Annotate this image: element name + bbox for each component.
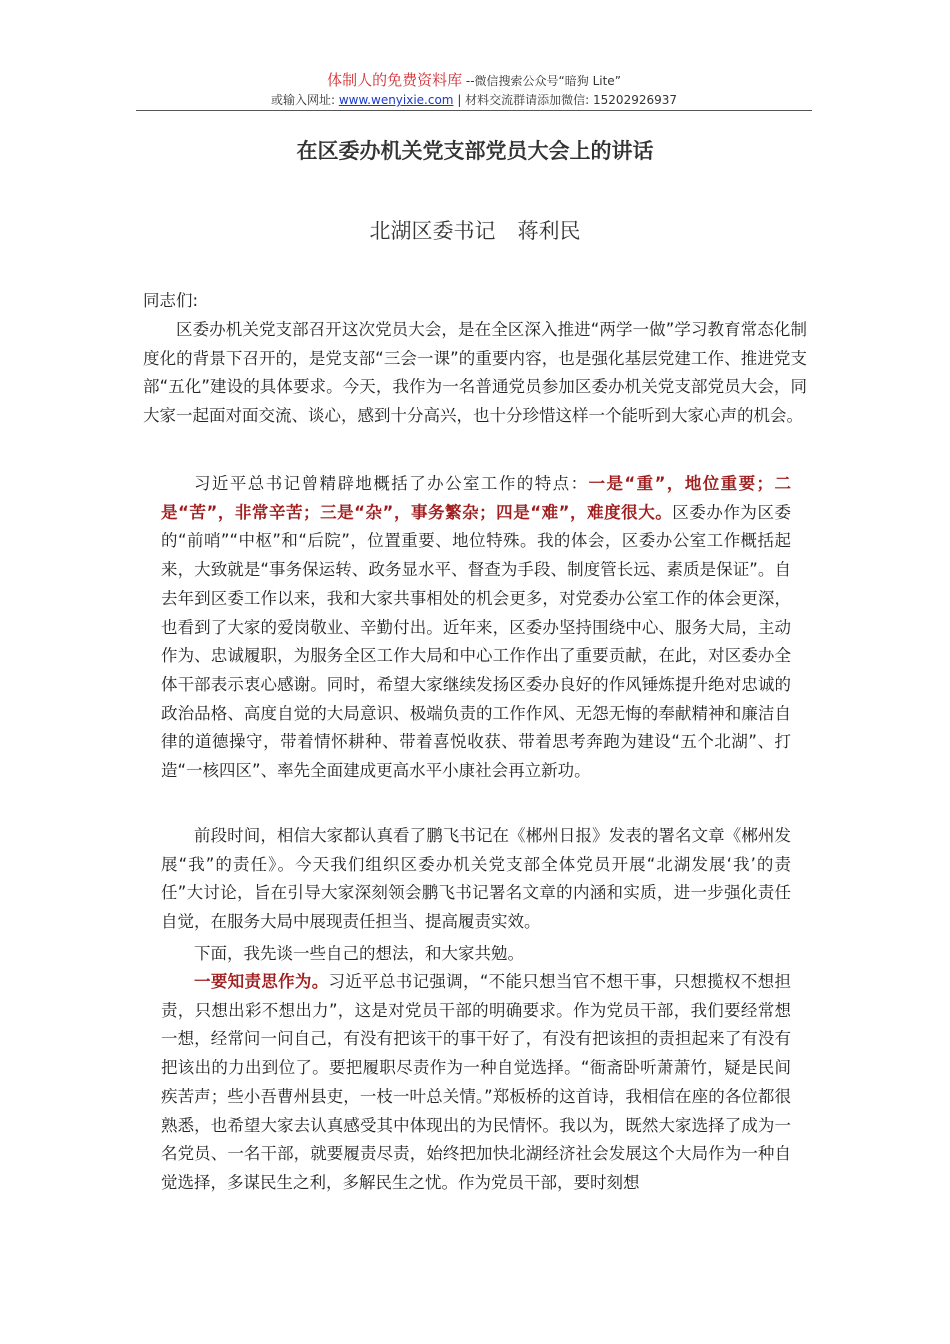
paragraph-2-rest: 区委办作为区委的“前哨”“中枢”和“后院”，位置重要、地位特殊。我的体会，区委办公室工作概括起来，大致就是“事务保运转、政务显水平、督查为手段、制度管长远、素质是保证”。自去年到区委工作以来，我和大家共事相处的机会更多，对党委办公室工作的体会更深，也看到了大家的爱岗敬业、辛勤付出。近年来，区委办坚持围绕中心、服务大局，主动作为、忠诚履职，为服务全区工作大局和中心工作作出了重要贡献，在此，对区委办全体干部表示衷心感谢。同时，希望大家继续发扬区委办良好的作风锤炼提升绝对忠诚的政治品格、高度自觉的大局意识、极端负责的工作作风、无怨无悔的奉献精神和廉洁自律的道德操守，带着情怀耕种、带着喜悦收获、带着思考奔跑为建设“五个北湖”、打造“一核四区”、率先全面建成更高水平小康社会再立新功。 xyxy=(161,502,791,781)
paragraph-5 xyxy=(161,968,791,1198)
author-org: 北湖区委书记 xyxy=(369,219,496,243)
header-url-prefix: 或输入网址: xyxy=(270,93,339,107)
paragraph-2-lead: 习近平总书记曾精辟地概括了办公室工作的特点： xyxy=(194,474,589,493)
salutation: 同志们: xyxy=(143,291,199,310)
paragraph-1: 区委办机关党支部召开这次党员大会，是在全区深入推进“两学一做”学习教育常态化制度化的背景下召开的，是党支部“三会一课”的重要内容，也是强化基层党建工作、推进党支部“五化”建设的具体要求。今天，我作为一名普通党员参加区委办机关党支部党员大会，同大家一起面对面交流、谈心，感到十分高兴，也十分珍惜这样一个能听到大家心声的机会。 xyxy=(143,320,807,426)
paragraph-5-heading: 一要知责思作为。 xyxy=(194,972,329,991)
header-tagline: --微信搜索公众号“暗狗 Lite” xyxy=(462,74,621,88)
document-author xyxy=(0,214,950,248)
header-line-1 xyxy=(136,70,812,91)
header-url-link[interactable]: www.wenyixie.com xyxy=(338,93,454,107)
paragraph-2 xyxy=(161,470,791,786)
header-line-2 xyxy=(136,91,812,109)
header-brand: 体制人的免费资料库 xyxy=(327,71,463,89)
paragraph-2-highlight: 一是“重”，地位重要；二是“苦”，非常辛苦；三是“杂”，事务繁杂；四是“难”，难度很大。 xyxy=(161,474,791,522)
header-divider xyxy=(136,110,812,111)
page-header xyxy=(136,70,812,109)
paragraph-3: 前段时间，相信大家都认真看了鹏飞书记在《郴州日报》发表的署名文章《郴州发展“我”的责任》。今天我们组织区委办机关党支部全体党员开展“北湖发展‘我’的责任”大讨论，旨在引导大家深刻领会鹏飞书记署名文章的内涵和实质，进一步强化责任自觉，在服务大局中展现责任担当、提高履责实效。 xyxy=(161,826,791,932)
author-name: 蒋利民 xyxy=(517,219,581,243)
paragraph-4: 下面，我先谈一些自己的想法，和大家共勉。 xyxy=(194,944,524,963)
document-title: 在区委办机关党支部党员大会上的讲话 xyxy=(296,139,654,163)
paragraph-5-rest: 习近平总书记强调，“不能只想当官不想干事，只想揽权不想担责，只想出彩不想出力”，这是对党员干部的明确要求。作为党员干部，我们要经常想一想，经常问一问自己，有没有把该干的事干好了，有没有把该担的责担起来了有没有把该出的力出到位了。要把履职尽责作为一种自觉选择。“衙斋卧听萧萧竹，疑是民间疾苦声；些小吾曹州县吏，一枝一叶总关情。”郑板桥的这首诗，我相信在座的各位都很熟悉，也希望大家去认真感受其中体现出的为民情怀。我以为，既然大家选择了成为一名党员、一名干部，就要履责尽责，始终把加快北湖经济社会发展这个大局作为一种自觉选择，多谋民生之利，多解民生之忧。作为党员干部，要时刻想 xyxy=(161,972,791,1192)
header-contact: | 材料交流群请添加微信: 15202926937 xyxy=(453,93,678,107)
